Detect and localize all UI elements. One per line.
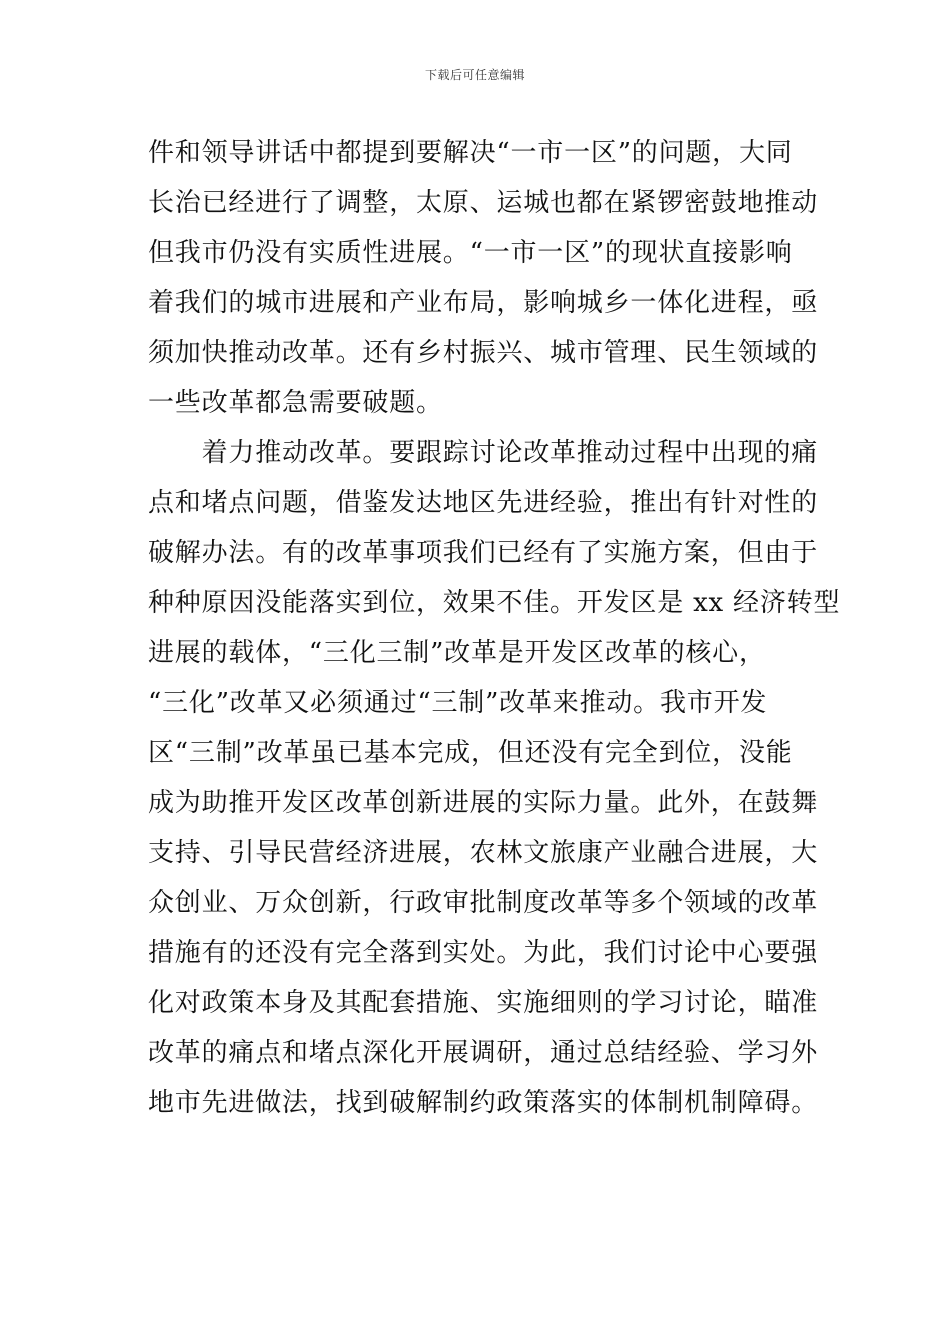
paragraph-2 — [148, 428, 841, 1128]
text-line: 区“三制”改革虽已基本完成，但还没有完全到位，没能 — [148, 738, 793, 768]
text-line: 种种原因没能落实到位，效果不佳。开发区是 xx 经济转型 — [148, 588, 841, 618]
text-line: 措施有的还没有完全落到实处。为此，我们讨论中心要强 — [148, 938, 819, 968]
text-line: 点和堵点问题，借鉴发达地区先进经验，推出有针对性的 — [148, 488, 819, 518]
text-line: 须加快推动改革。还有乡村振兴、城市管理、民生领域的 — [148, 338, 819, 368]
text-line: 但我市仍没有实质性进展。“一市一区”的现状直接影响 — [148, 238, 793, 268]
text-line: 破解办法。有的改革事项我们已经有了实施方案，但由于 — [148, 538, 819, 568]
text-line: 地市先进做法，找到破解制约政策落实的体制机制障碍。 — [148, 1088, 819, 1118]
text-line: 改革的痛点和堵点深化开展调研，通过总结经验、学习外 — [148, 1038, 819, 1068]
text-line: 化对政策本身及其配套措施、实施细则的学习讨论，瞄准 — [148, 988, 819, 1018]
text-line: 进展的载体，“三化三制”改革是开发区改革的核心， — [148, 638, 766, 668]
text-line: 长治已经进行了调整，太原、运城也都在紧锣密鼓地推动 — [148, 188, 819, 218]
text-line: “三化”改革又必须通过“三制”改革来推动。我市开发 — [148, 688, 768, 718]
text-line: 着我们的城市进展和产业布局，影响城乡一体化进程，亟 — [148, 288, 819, 318]
text-line: 着力推动改革。要跟踪讨论改革推动过程中出现的痛 — [148, 438, 819, 468]
page-header: 下载后可任意编辑 — [424, 68, 525, 82]
text-line: 众创业、万众创新，行政审批制度改革等多个领域的改革 — [148, 888, 819, 918]
text-line: 成为助推开发区改革创新进展的实际力量。此外，在鼓舞 — [148, 788, 819, 818]
text-line: 一些改革都急需要破题。 — [148, 388, 443, 418]
document-body — [148, 128, 841, 1128]
text-line: 支持、引导民营经济进展，农林文旅康产业融合进展，大 — [148, 838, 819, 868]
text-line: 件和领导讲话中都提到要解决“一市一区”的问题，大同 — [148, 138, 793, 168]
paragraph-1 — [148, 128, 819, 428]
